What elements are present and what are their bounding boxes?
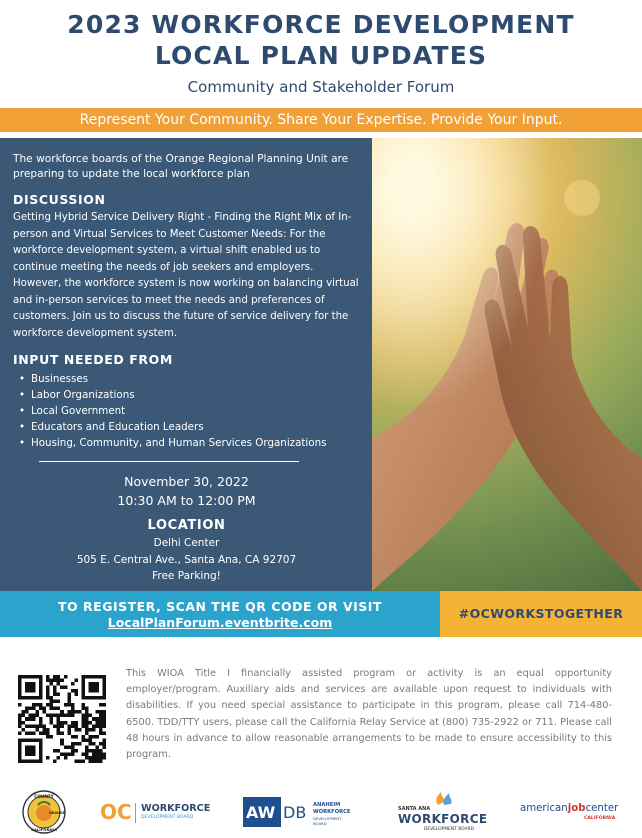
ajc-state: CALIFORNIA xyxy=(584,816,616,821)
page-title-line-1: 2023 WORKFORCE DEVELOPMENT xyxy=(67,10,575,39)
page-subtitle: Community and Stakeholder Forum xyxy=(187,78,455,96)
location-address: 505 E. Central Ave., Santa Ana, CA 92707 xyxy=(76,553,297,566)
awdb-line3: DEVELOPMENT BOARD xyxy=(313,816,342,826)
list-item: • Labor Organizations xyxy=(19,387,360,403)
hands-illustration xyxy=(372,138,642,591)
list-item: • Businesses xyxy=(19,371,360,387)
awdb-mark-b: DB xyxy=(283,803,307,822)
header xyxy=(0,0,642,108)
oc-name: WORKFORCE xyxy=(141,803,211,814)
accessibility-disclaimer: This WIOA Title I financially assisted program or activity is an equal opportunity employer/program. Auxiliary aids and services are available upon request to individuals with disabilities. If you need special assistance to participate in this program, please call 714-480-6500. TDD/TTY users, please call the California Relay Service at (800) 735-2922 or 711. Please call 48 hours in advance to allow reasonable arrangements to be made to ensure accessibility to this program. xyxy=(126,668,612,761)
info-panel xyxy=(0,138,372,591)
event-datetime xyxy=(13,472,360,510)
awdb-mark-a: AW xyxy=(246,803,276,822)
american-job-center-logo xyxy=(520,803,630,827)
santa-ana-workforce-logo xyxy=(398,790,488,832)
register-bar xyxy=(0,591,440,637)
seal-text-top: COUNTY xyxy=(34,794,54,799)
county-of-orange-seal xyxy=(22,790,66,838)
register-instruction: TO REGISTER, SCAN THE QR CODE OR VISIT xyxy=(58,599,382,614)
qr-code-icon xyxy=(18,675,106,763)
intro-text: The workforce boards of the Orange Regional Planning Unit are preparing to update the local workforce plan xyxy=(13,153,349,180)
flame-icon xyxy=(432,790,456,806)
input-needed-list xyxy=(13,371,360,451)
awdb-line2: WORKFORCE xyxy=(313,809,351,815)
oc-mark: OC xyxy=(100,800,132,824)
seal-text-bottom: CALIFORNIA xyxy=(31,827,57,832)
hashtag-banner: #OCWORKSTOGETHER xyxy=(440,591,642,637)
oc-divider xyxy=(135,803,136,823)
county-seal-icon xyxy=(22,790,66,834)
location-details xyxy=(13,535,360,585)
awdb-line1: ANAHEIM xyxy=(313,802,341,808)
anaheim-workforce-logo xyxy=(243,797,353,829)
list-item: • Local Government xyxy=(19,403,360,419)
ajc-part2: job xyxy=(567,803,586,814)
location-parking: Free Parking! xyxy=(152,570,221,582)
santa-ana-line1: SANTA ANA xyxy=(398,806,431,812)
oc-sub: DEVELOPMENT BOARD xyxy=(141,815,194,820)
divider xyxy=(39,461,299,462)
oc-workforce-logo xyxy=(100,800,210,826)
qr-code[interactable] xyxy=(18,675,106,767)
tagline-banner: Represent Your Community. Share Your Expertise. Provide Your Input. xyxy=(0,108,642,132)
raised-hands-photo xyxy=(372,138,642,591)
santa-ana-line2: WORKFORCE xyxy=(398,812,488,826)
list-item: • Housing, Community, and Human Services Organizations xyxy=(19,435,360,451)
location-heading: LOCATION xyxy=(147,518,226,533)
discussion-heading: DISCUSSION xyxy=(13,192,106,207)
ajc-part3: center xyxy=(585,803,619,814)
register-link[interactable]: LocalPlanForum.eventbrite.com xyxy=(107,615,333,630)
page-title-line-2: LOCAL PLAN UPDATES xyxy=(154,41,488,70)
ajc-wordmark xyxy=(520,803,618,815)
discussion-body: Getting Hybrid Service Delivery Right - Finding the Right Mix of In-person and Virtual Services to Meet Customer Needs: For the workforce development system, a virtual shift enabled us to continue meeting the needs of job seekers and employers. However, the workforce system is now working on balancing virtual and in-person services to meet the needs and preferences of customers. Join us to discuss the future of service delivery for the workforce development system. xyxy=(13,212,359,339)
seal-text-mid: ORANGE xyxy=(48,811,66,815)
santa-ana-line3: DEVELOPMENT BOARD xyxy=(424,827,474,832)
location-venue: Delhi Center xyxy=(153,537,220,549)
input-needed-heading: INPUT NEEDED FROM xyxy=(13,352,173,367)
event-date: November 30, 2022 xyxy=(124,474,249,489)
event-time: 10:30 AM to 12:00 PM xyxy=(117,493,256,508)
ajc-part1: american xyxy=(520,803,568,814)
list-item: • Educators and Education Leaders xyxy=(19,419,360,435)
